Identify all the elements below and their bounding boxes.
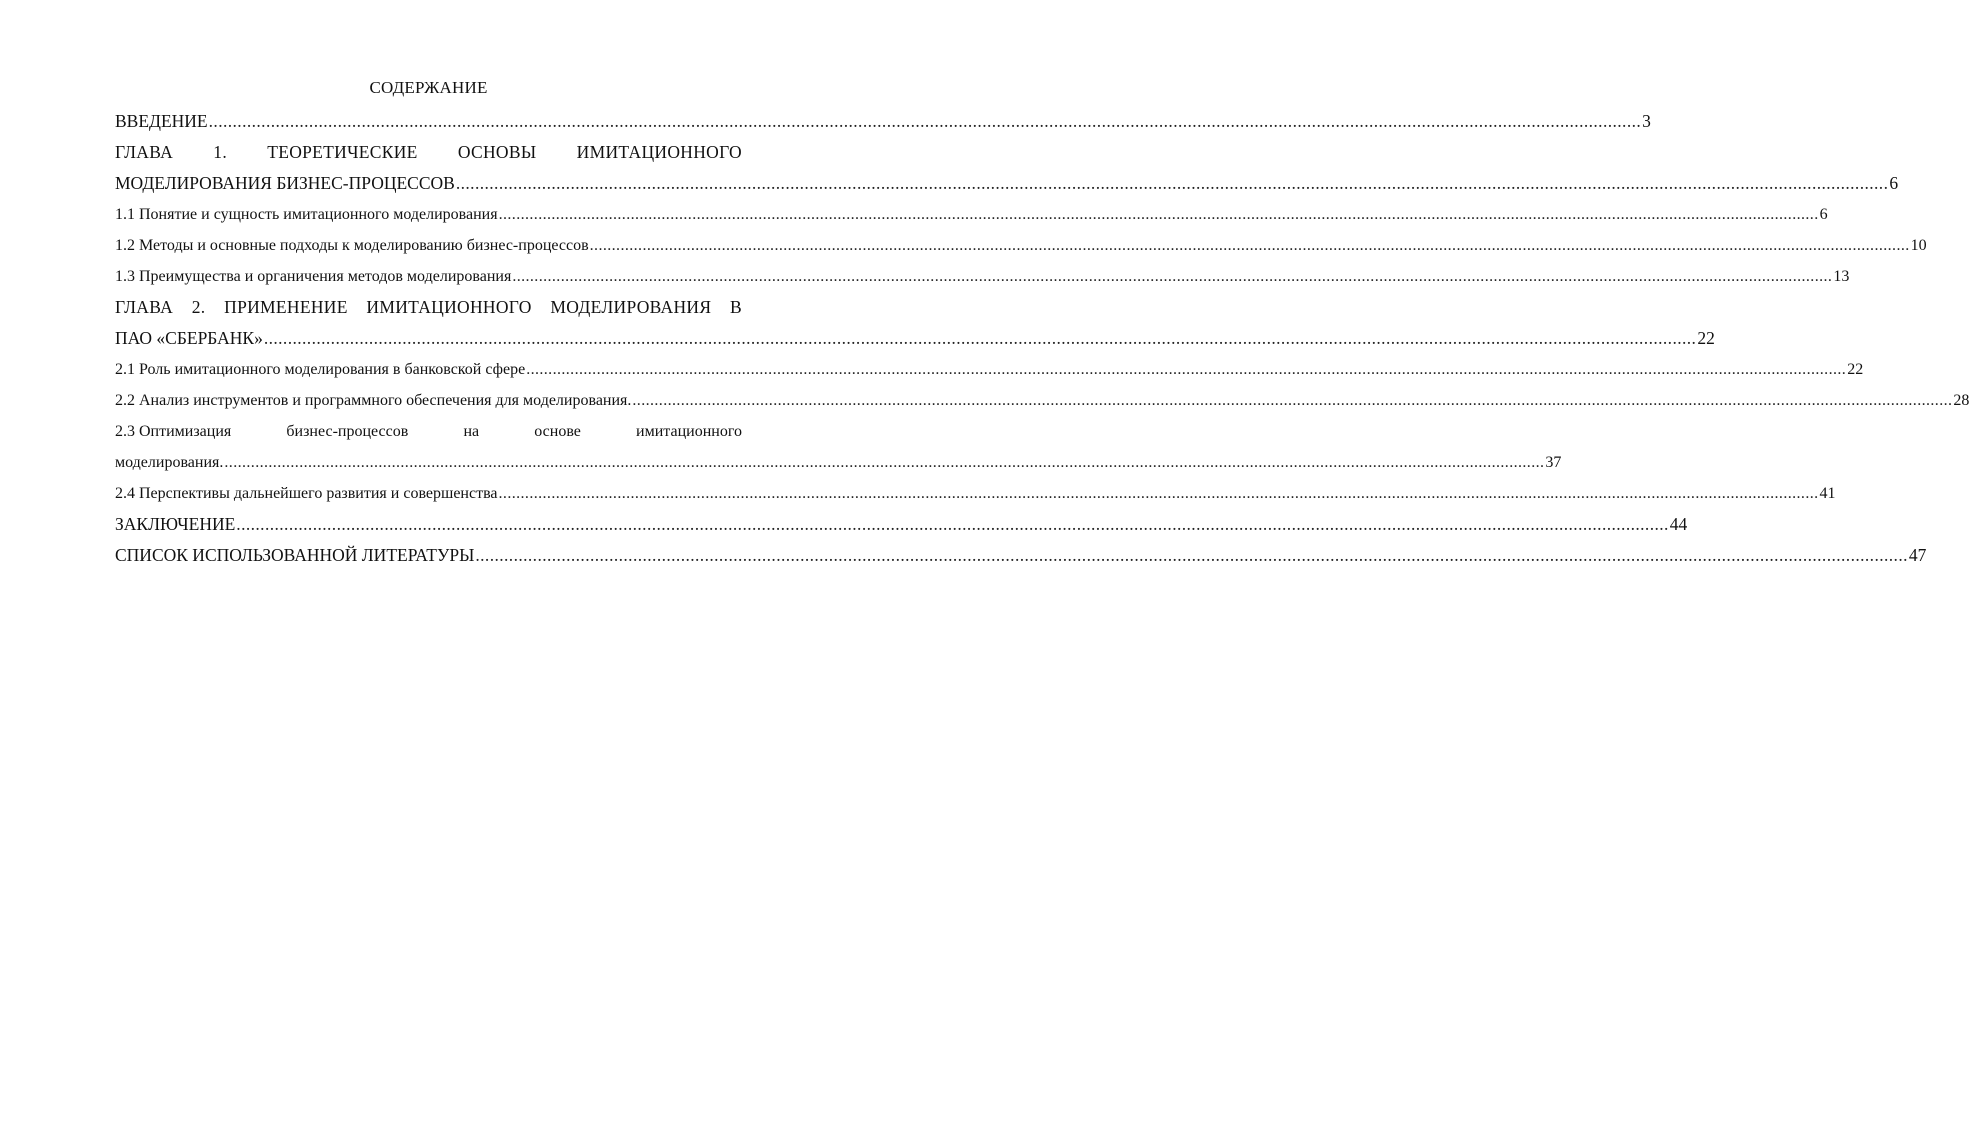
heading-word: ГЛАВА	[115, 297, 174, 317]
dot-leader: ............................................................................................................................................................................................................................................................................................................	[632, 392, 1953, 409]
heading-word: ИМИТАЦИОННОГО	[576, 142, 742, 162]
toc-entry-label: 1.3 Преимущества и органичения методов моделирования	[115, 268, 512, 285]
dot-leader: ............................................................................................................................................................................................................................................................................................................	[512, 268, 1833, 285]
toc-entry-2-3[interactable]	[115, 416, 1562, 478]
toc-entry-label: 1.2 Методы и основные подходы к моделированию бизнес-процессов	[115, 237, 589, 254]
dot-leader: ............................................................................................................................................................................................................................................................................................................	[224, 454, 1545, 471]
dot-leader: ............................................................................................................................................................................................................................................................................................................	[589, 237, 1910, 254]
heading-word: ОСНОВЫ	[457, 142, 537, 162]
toc-entry-label: ВВЕДЕНИЕ	[115, 111, 208, 131]
heading-word: В	[729, 297, 742, 317]
toc-entry-references[interactable]	[115, 540, 1927, 571]
toc-entry-chapter-2[interactable]	[115, 292, 1715, 354]
dot-leader: ............................................................................................................................................................................................................................................................................................................	[236, 514, 1669, 534]
heading-word: 1.	[213, 142, 227, 162]
heading-word: ГЛАВА	[115, 142, 174, 162]
toc-entry-1-2[interactable]	[115, 230, 1927, 261]
toc-entry-line1	[115, 292, 742, 323]
toc-entry-label: 2.1 Роль имитационного моделирования в банковской сфере	[115, 361, 526, 378]
dot-leader: ............................................................................................................................................................................................................................................................................................................	[498, 485, 1819, 502]
toc-entry-line2	[115, 447, 1562, 478]
heading-word: бизнес-процессов	[286, 423, 409, 440]
heading-word: основе	[534, 423, 581, 440]
toc-entry-line2	[115, 323, 1715, 354]
toc-entry-line2	[115, 168, 1899, 199]
dot-leader: ............................................................................................................................................................................................................................................................................................................	[498, 206, 1819, 223]
toc-entry-1-1[interactable]	[115, 199, 1828, 230]
toc-entry-line1	[115, 137, 742, 168]
toc-entry-page: 22	[1847, 361, 1864, 378]
toc-entry-2-1[interactable]	[115, 354, 1864, 385]
toc-entry-conclusion[interactable]	[115, 509, 1688, 540]
toc-title: СОДЕРЖАНИЕ	[369, 78, 488, 97]
heading-word: ТЕОРЕТИЧЕСКИЕ	[267, 142, 418, 162]
toc-entry-label: 1.1 Понятие и сущность имитационного моделирования	[115, 206, 498, 223]
toc-entry-page: 28	[1953, 392, 1969, 409]
toc-entry-label: 2.2 Анализ инструментов и программного обеспечения для моделирования.	[115, 392, 632, 409]
heading-word: 2.3 Оптимизация	[115, 423, 232, 440]
toc-entry-page: 6	[1889, 173, 1899, 193]
toc-entry-label: МОДЕЛИРОВАНИЯ БИЗНЕС-ПРОЦЕССОВ	[115, 173, 455, 193]
toc-entry-page: 47	[1908, 545, 1927, 565]
table-of-contents	[115, 76, 1969, 571]
toc-entry-page: 3	[1642, 111, 1651, 131]
toc-entry-introduction[interactable]	[115, 106, 1651, 137]
dot-leader: ............................................................................................................................................................................................................................................................................................................	[263, 328, 1697, 348]
dot-leader: ............................................................................................................................................................................................................................................................................................................	[208, 111, 1642, 131]
toc-entry-label: СПИСОК ИСПОЛЬЗОВАННОЙ ЛИТЕРАТУРЫ	[115, 545, 475, 565]
toc-entry-label: моделирования.	[115, 454, 224, 471]
heading-word: МОДЕЛИРОВАНИЯ	[550, 297, 712, 317]
toc-entry-1-3[interactable]	[115, 261, 1850, 292]
dot-leader: ............................................................................................................................................................................................................................................................................................................	[455, 173, 1889, 193]
heading-word: на	[463, 423, 480, 440]
toc-entry-chapter-1[interactable]	[115, 137, 1899, 199]
dot-leader: ............................................................................................................................................................................................................................................................................................................	[475, 545, 1908, 565]
toc-entry-page: 13	[1833, 268, 1850, 285]
toc-entry-page: 22	[1697, 328, 1715, 348]
toc-entry-page: 6	[1819, 206, 1828, 223]
toc-entry-label: ЗАКЛЮЧЕНИЕ	[115, 514, 236, 534]
toc-entry-page: 44	[1669, 514, 1688, 534]
toc-entry-2-2[interactable]	[115, 385, 1969, 416]
dot-leader: ............................................................................................................................................................................................................................................................................................................	[526, 361, 1847, 378]
toc-entry-2-4[interactable]	[115, 478, 1836, 509]
toc-entry-label: ПАО «СБЕРБАНК»	[115, 328, 263, 348]
heading-word: ПРИМЕНЕНИЕ	[224, 297, 348, 317]
toc-entry-label: 2.4 Перспективы дальнейшего развития и совершенства	[115, 485, 498, 502]
toc-entry-page: 10	[1910, 237, 1927, 254]
toc-entry-page: 41	[1819, 485, 1836, 502]
heading-word: имитационного	[636, 423, 742, 440]
toc-entry-page: 37	[1545, 454, 1562, 471]
toc-entry-line1	[115, 416, 742, 447]
heading-word: ИМИТАЦИОННОГО	[366, 297, 532, 317]
heading-word: 2.	[191, 297, 206, 317]
